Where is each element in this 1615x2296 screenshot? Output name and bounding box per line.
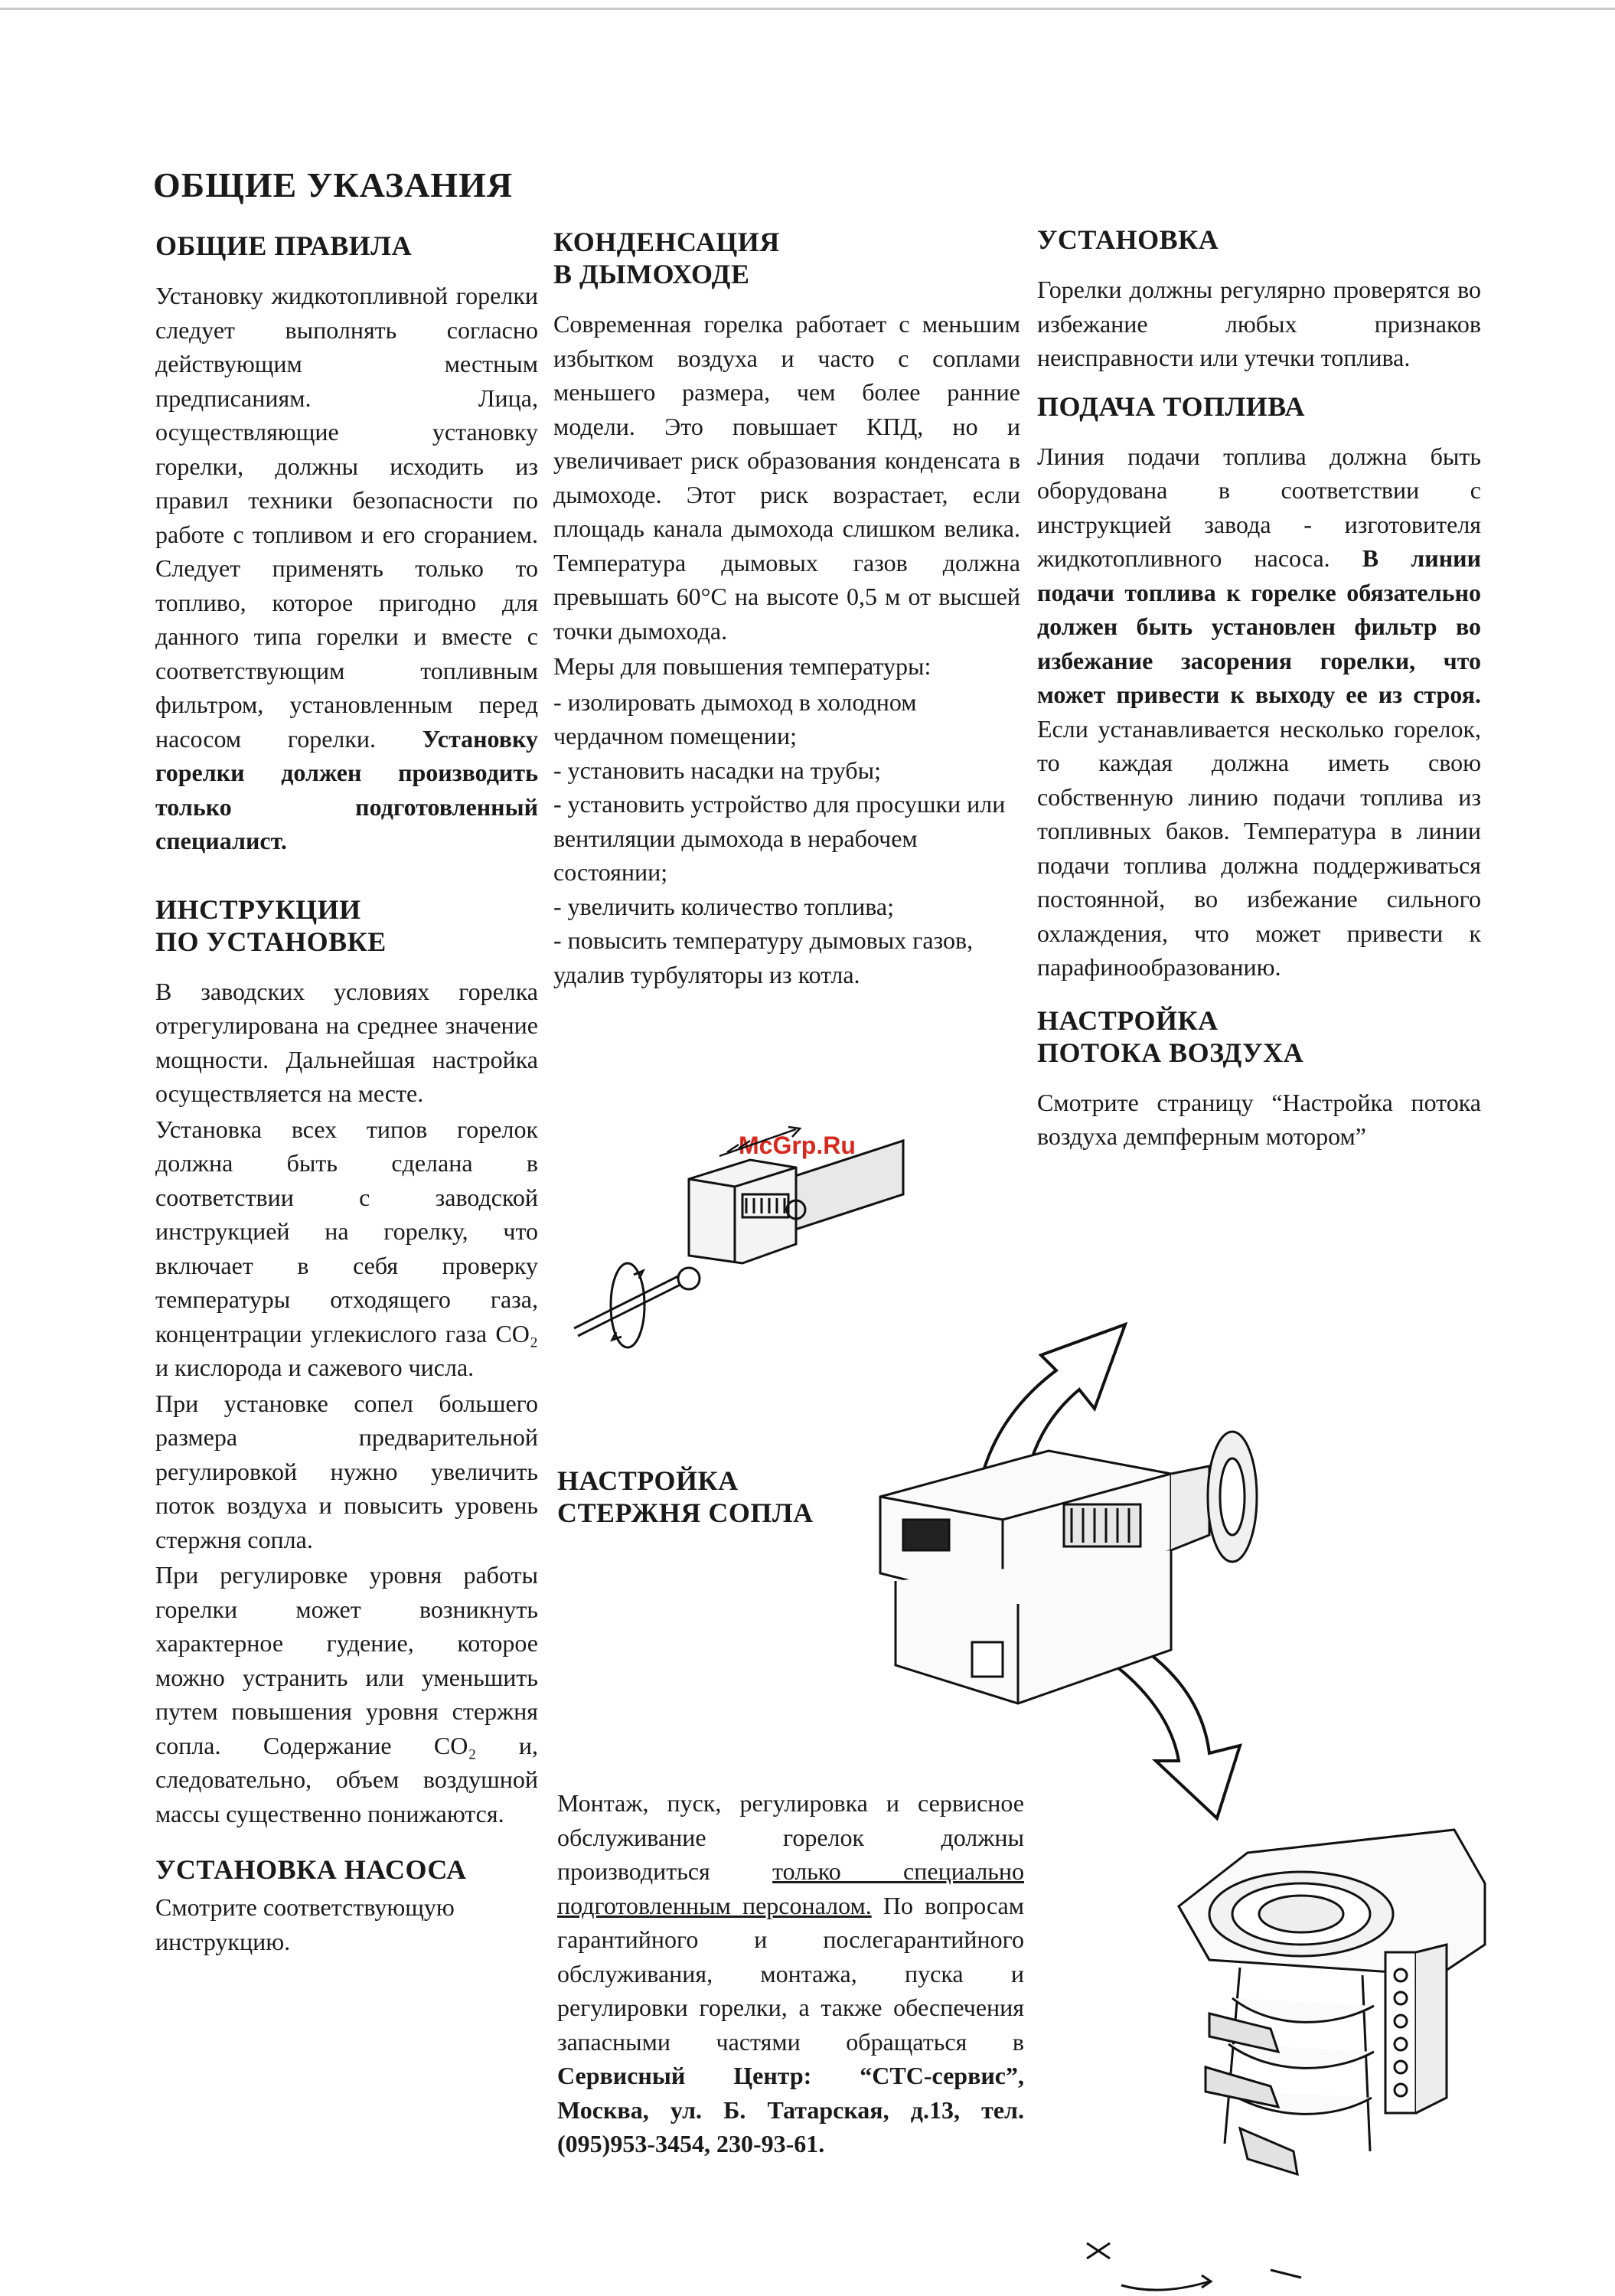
fuel-supply-heading: ПОДАЧА ТОПЛИВА [1037,390,1306,422]
nozzle-rod-adjustment-illustration [566,1125,918,1355]
nozzle-rod-heading [557,1465,879,1529]
list-item: - увеличить количество топлива; [553,892,894,920]
list-item: - установить устройство для просушки или вентиляции дымохода в нерабочем состоянии; [553,790,1006,886]
install-p2: Установка всех типов горелок должна быть сделана в соответствии с заводской инструкцией на горелку, что включает в себя проверку температуры отходящего газа, концентрации углекислого газа CO₂ и кислорода и сажевого числа. [155,1115,538,1381]
service-notice [557,1786,1024,2163]
rotation-indicator [1079,2236,1309,2293]
service-text [557,1786,1024,2161]
general-rules-heading: ОБЩИЕ ПРАВИЛА [155,230,413,261]
fuel-supply-bold: В линии подачи топлива к горелке обязательно должен быть установлен фильтр во избежание засорения горелки, что может привести к выходу ее из строя. [1037,544,1481,708]
burner-illustration [850,1420,1263,1742]
condensation-measures-list [553,685,1020,992]
service-underline: только специально подготовленным персоналом. [557,1857,1024,1919]
list-item: - повысить температуру дымовых газов, удалив турбуляторы из котла. [553,926,974,988]
air-flow-heading-1: НАСТРОЙКА [1037,1004,1219,1036]
general-rules-text [155,279,538,858]
install-instructions-heading-2: ПО УСТАНОВКЕ [155,926,387,957]
install-instructions-heading-1: ИНСТРУКЦИИ [155,893,361,925]
install-instructions-heading [155,893,538,958]
pump-install-text: Смотрите соответствующую инструкцию. [155,1893,455,1955]
installation-heading: УСТАНОВКА [1037,224,1219,255]
condensation-heading [553,226,1020,290]
list-item: - установить насадки на трубы; [553,756,881,784]
column-left [155,230,538,1960]
service-center-contacts: Сервисный Центр: “СТС-сервис”, Москва, ул. Б. Татарская, д.13, тел. (095)953-3454, 230-93-61. [557,2062,1024,2157]
fuel-supply-text [1037,439,1481,985]
air-flow-text: Смотрите страницу “Настройка потока воздуха демпферным мотором” [1037,1088,1481,1150]
list-item: - изолировать дымоход в холодном чердачном помещении; [553,687,917,750]
service-t2: По вопросам гарантийного и послегарантийного обслуживания, монтажа, пуска и регулировки горелки, а также обеспечения запасными частями обращаться в [557,1891,1024,2056]
condensation-heading-1: КОНДЕНСАЦИЯ [553,227,780,257]
scan-edge-line [0,8,1615,10]
page-title: ОБЩИЕ УКАЗАНИЯ [153,165,514,204]
installation-text: Горелки должны регулярно проверятся во избежание любых признаков неисправности или утечки топлива. [1037,276,1481,371]
pump-install-heading: УСТАНОВКА НАСОСА [155,1854,467,1885]
install-p1: В заводских условиях горелка отрегулирована на среднее значение мощности. Дальнейшая настройка осуществляется на месте. [155,977,538,1107]
air-flow-heading-2: ПОТОКА ВОЗДУХА [1037,1037,1304,1068]
column-middle [553,226,1020,991]
nozzle-head-closeup-illustration [1163,1822,1523,2197]
air-flow-heading [1037,1004,1481,1069]
watermark: McGrp.Ru [739,1132,856,1159]
install-p3: При установке сопел большего размера предварительной регулировкой нужно увеличить поток воздуха и повысить уровень стержня сопла. [155,1389,538,1553]
fuel-supply-t2: Если устанавливается несколько горелок, то каждая должна иметь свою собственную линию подачи топлива из топливных баков. Температура в линии подачи топлива должна поддерживаться постоянной, во избежание сильного охлаждения, что может привести к парафинообразованию. [1037,714,1481,981]
condensation-p1: Современная горелка работает с меньшим избытком воздуха и часто с соплами меньшего размера, чем более ранние модели. Это повышает КПД, но и увеличивает риск образования конденсата в дымоходе. Этот риск возрастает, если площадь канала дымохода слишком велика. Температура дымовых газов должна превышать 60°С на высоте 0,5 м от высшей точки дымохода. [553,310,1020,645]
column-right [1037,224,1481,1155]
general-rules-bold: Установку горелки должен производить только подготовленный специалист. [155,724,538,854]
nozzle-rod-heading-2: СТЕРЖНЯ СОПЛА [557,1497,814,1528]
condensation-heading-2: В ДЫМОХОДЕ [553,259,750,289]
fuel-supply-t1: Линия подачи топлива должна быть оборудована в соответствии с инструкцией завода - изготовителя жидкотопливного насоса. [1037,442,1481,572]
service-t1: Монтаж, пуск, регулировка и сервисное обслуживание горелок должны производиться [557,1789,1024,1885]
nozzle-rod-heading-1: НАСТРОЙКА [557,1465,739,1496]
nozzle-rod-heading-block [557,1465,879,1546]
general-rules-body: Установку жидкотопливной горелки следует выполнять согласно действующим местным предписаниям. Лица, осуществляющие установку горелки, должны исходить из правил техники безопасности по работе с топливом и его сгоранием. Следует применять только то топливо, которое пригодно для данного типа горелки и вместе с соответствующим топливным фильтром, установленным перед насосом горелки. [155,282,538,753]
install-p4: При регулировке уровня работы горелки может возникнуть характерное гудение, которое можно устранить или уменьшить путем повышения уровня стержня сопла. Содержание CO₂ и, следовательно, объем воздушной массы существенно понижаются. [155,1561,538,1827]
condensation-p2: Меры для повышения температуры: [553,652,931,680]
